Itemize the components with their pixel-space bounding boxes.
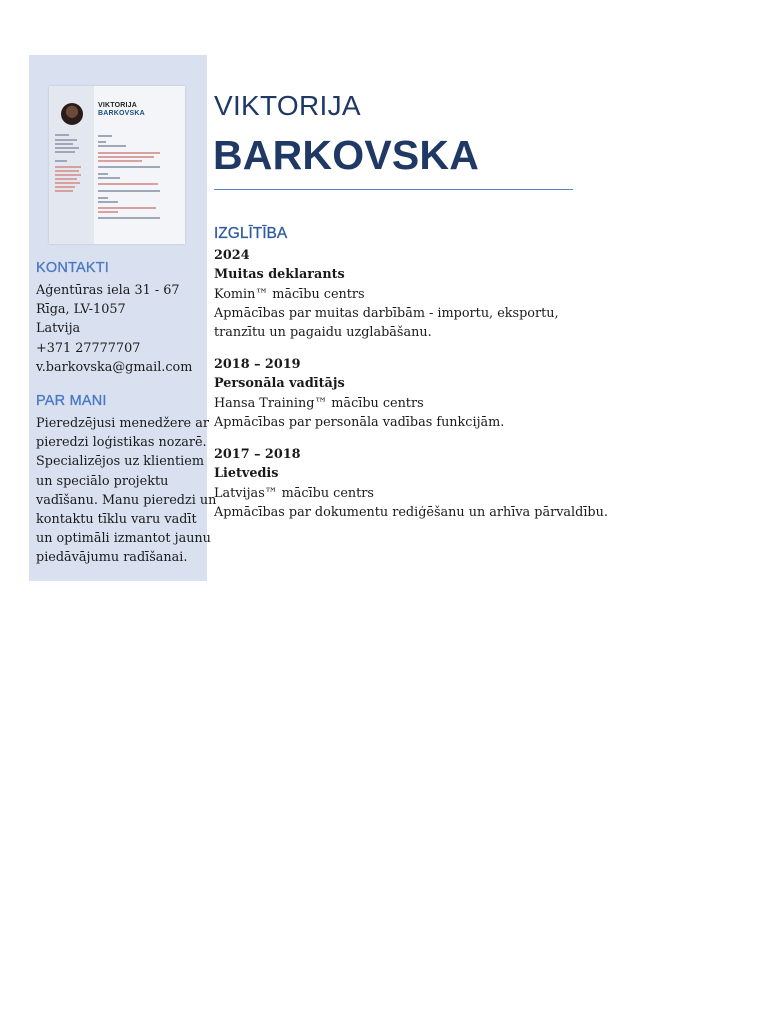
- education-description: Apmācības par muitas darbībām - importu, eksportu,: [214, 305, 559, 321]
- about-line: Pieredzējusi menedžere ar: [36, 416, 209, 431]
- thumbnail-line: [98, 201, 118, 203]
- education-title: Muitas deklarants: [214, 267, 345, 283]
- education-description: Apmācības par personāla vadības funkcijām.: [214, 414, 505, 430]
- thumbnail-line: [98, 166, 160, 168]
- education-entry: [214, 445, 614, 522]
- contacts-block: [36, 281, 204, 377]
- education-years: 2017 – 2018: [214, 447, 301, 462]
- thumbnail-line: [55, 178, 77, 180]
- thumbnail-line: [98, 135, 112, 137]
- thumbnail-line: [98, 141, 106, 143]
- education-description: tranzītu un pagaidu uzglabāšanu.: [214, 325, 432, 341]
- thumbnail-line: [98, 197, 108, 199]
- thumbnail-line: [98, 183, 158, 185]
- last-name: BARKOVSKA: [213, 132, 480, 178]
- avatar: [61, 103, 83, 125]
- about-line: un optimāli izmantot jaunu: [36, 531, 211, 547]
- thumbnail-line: [55, 174, 81, 176]
- education-title: Personāla vadītājs: [214, 376, 345, 392]
- thumbnail-line: [98, 217, 160, 219]
- contact-email[interactable]: v.barkovska@gmail.com: [36, 359, 193, 375]
- thumbnail-line: [55, 143, 73, 145]
- contact-city: Rīga, LV-1057: [36, 302, 126, 318]
- sidebar: [29, 55, 217, 581]
- about-line: vadīšanu. Manu pieredzi un: [36, 492, 217, 508]
- thumbnail-line: [98, 145, 126, 147]
- thumbnail-line: [55, 134, 69, 136]
- thumbnail-line: [55, 170, 79, 172]
- about-line: piedāvājumu radīšanai.: [36, 550, 188, 566]
- thumbnail-line: [55, 166, 81, 168]
- thumbnail-line: [55, 190, 73, 192]
- header-divider: [214, 189, 573, 190]
- contact-country: Latvija: [36, 321, 81, 337]
- education-school: Hansa Training™ mācību centrs: [214, 395, 424, 411]
- thumbnail-line: [55, 139, 77, 141]
- about-line: pieredzi loģistikas nozarē.: [36, 435, 207, 451]
- contacts-heading: KONTAKTI: [36, 260, 110, 276]
- contact-phone[interactable]: +371 27777707: [36, 340, 141, 356]
- thumbnail-line: [98, 211, 118, 213]
- education-entry: [214, 355, 614, 432]
- about-block: [36, 414, 217, 568]
- education-title: Lietvedis: [214, 466, 279, 482]
- first-name: VIKTORIJA: [214, 90, 361, 121]
- thumbnail-line: [98, 190, 160, 192]
- about-heading: PAR MANI: [36, 393, 107, 409]
- about-line: kontaktu tīklu varu vadīt: [36, 512, 197, 528]
- thumbnail-line: [98, 177, 120, 179]
- thumbnail-first-name: VIKTORIJA: [98, 102, 138, 109]
- thumbnail-line: [98, 173, 108, 175]
- education-entry: [214, 246, 614, 342]
- thumbnail-line: [98, 160, 142, 162]
- thumbnail-line: [55, 151, 75, 153]
- thumbnail-line: [55, 160, 67, 162]
- resume-thumbnail: [49, 86, 185, 244]
- thumbnail-last-name: BARKOVSKA: [98, 110, 145, 117]
- education-school: Latvijas™ mācību centrs: [214, 485, 374, 501]
- contact-address: Aģentūras iela 31 - 67: [36, 283, 180, 298]
- thumbnail-line: [98, 152, 160, 154]
- thumbnail-line: [55, 182, 80, 184]
- education-years: 2018 – 2019: [214, 357, 301, 372]
- education-heading: IZGLĪTĪBA: [214, 225, 288, 242]
- thumbnail-line: [98, 156, 154, 158]
- about-line: un speciālo projektu: [36, 473, 169, 489]
- education-years: 2024: [214, 248, 250, 263]
- about-line: Specializējos uz klientiem: [36, 454, 204, 470]
- thumbnail-line: [55, 186, 75, 188]
- thumbnail-line: [98, 207, 156, 209]
- education-school: Komin™ mācību centrs: [214, 286, 365, 302]
- thumbnail-line: [55, 147, 79, 149]
- education-description: Apmācības par dokumentu rediģēšanu un arhīva pārvaldību.: [214, 504, 608, 520]
